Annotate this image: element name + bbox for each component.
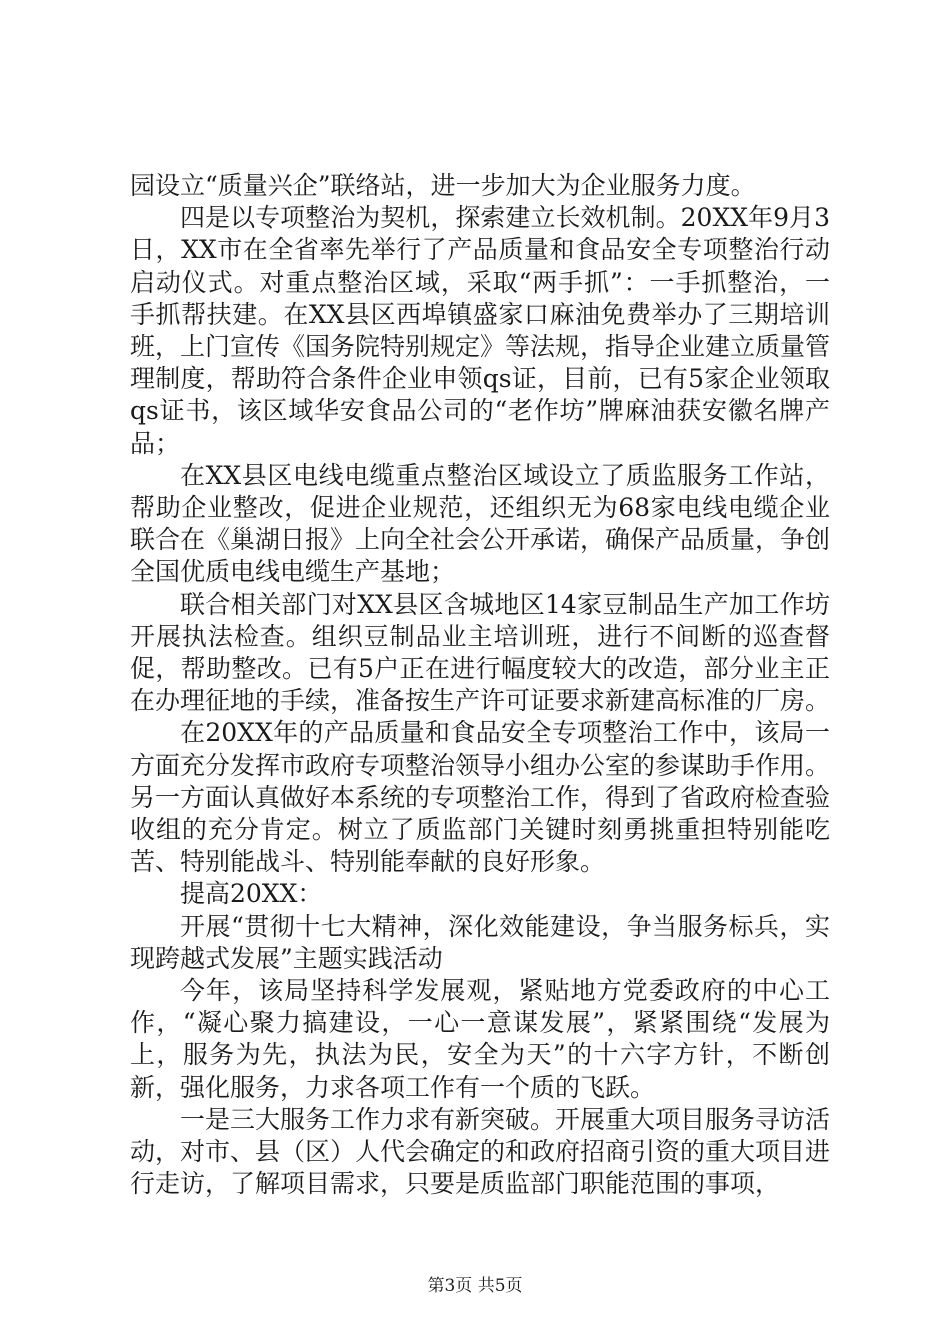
- paragraph-8: 今年，该局坚持科学发展观，紧贴地方党委政府的中心工作，“凝心聚力搞建设，一心一意谋发展”，紧紧围绕“发展为上，服务为先，执法为民，安全为天”的十六字方针，不断创新，强化服务，力求各项工作有一个质的飞跃。: [130, 976, 830, 1102]
- paragraph-9: 一是三大服务工作力求有新突破。开展重大项目服务寻访活动，对市、县（区）人代会确定的和政府招商引资的重大项目进行走访，了解项目需求，只要是质监部门职能范围的事项，: [130, 1104, 831, 1199]
- paragraph-7: 开展“贯彻十七大精神，深化效能建设，争当服务标兵，实现跨越式发展”主题实践活动: [130, 911, 830, 973]
- paragraph-3: 在XX县区电线电缆重点整治区域设立了质监服务工作站，帮助企业整改，促进企业规范，还组织无为68家电线电缆企业联合在《巢湖日报》上向全社会公开承诺，确保产品质量，争创全国优质电线电缆生产基地；: [130, 460, 831, 587]
- document-body: [130, 170, 830, 1201]
- paragraph-5: 在20XX年的产品质量和食品安全专项整治工作中，该局一方面充分发挥市政府专项整治领导小组办公室的参谋助手作用。另一方面认真做好本系统的专项整治工作，得到了省政府检查验收组的充分肯定。树立了质监部门关键时刻勇挑重担特别能吃苦、特别能战斗、特别能奉献的良好形象。: [130, 718, 831, 877]
- page-footer: [0, 1275, 950, 1297]
- paragraph-1: 园设立“质量兴企”联络站，进一步加大为企业服务力度。: [130, 171, 756, 200]
- paragraph-2: 四是以专项整治为契机，探索建立长效机制。20XX年9月3日，XX市在全省率先举行了产品质量和食品安全专项整治行动启动仪式。对重点整治区域，采取“两手抓”：一手抓整治，一手抓帮扶建。在XX县区西埠镇盛家口麻油免费举办了三期培训班，上门宣传《国务院特别规定》等法规，指导企业建立质量管理制度，帮助符合条件企业申领qs证，目前，已有5家企业领取qs证书，该区域华安食品公司的“老作坊”牌麻油获安徽名牌产品；: [130, 203, 831, 458]
- paragraph-6: 提高20XX：: [180, 879, 323, 909]
- paragraph-4: 联合相关部门对XX县区含城地区14家豆制品生产加工作坊开展执法检查。组织豆制品业主培训班，进行不间断的巡查督促，帮助整改。已有5户正在进行幅度较大的改造，部分业主正在办理征地的手续，准备按生产许可证要求新建高标准的厂房。: [130, 589, 831, 716]
- page-number-label: 第3页 共5页: [427, 1276, 523, 1296]
